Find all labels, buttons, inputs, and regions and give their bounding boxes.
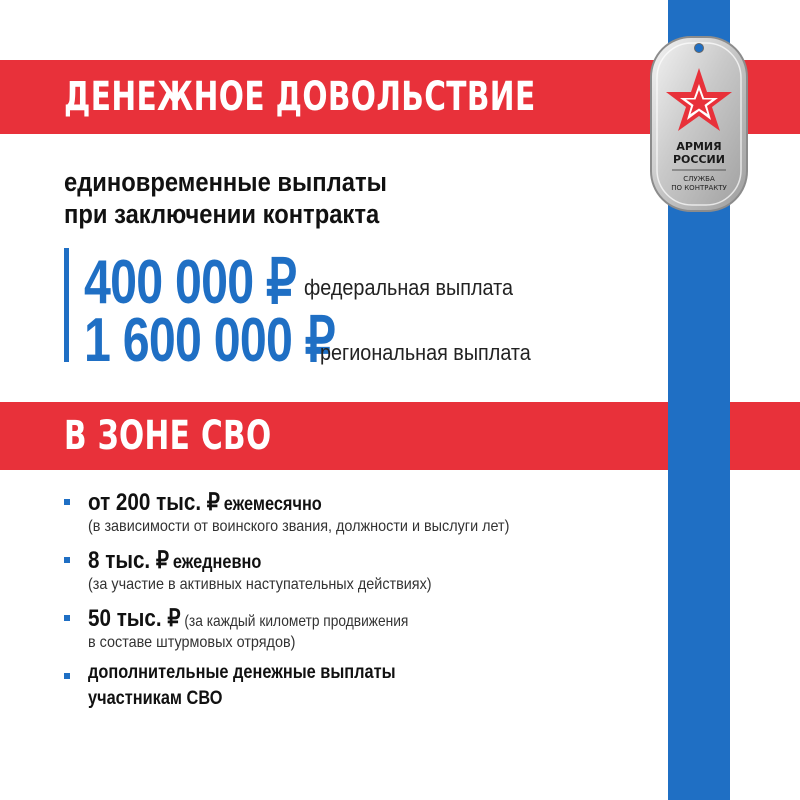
section-title: В ЗОНЕ СВО <box>64 413 272 459</box>
regional-label: региональная выплата <box>320 340 531 365</box>
bullet-icon <box>64 557 70 563</box>
regional-amount: 1 600 000 ₽ <box>84 306 335 375</box>
bullet-icon <box>64 673 70 679</box>
intro-line-1: единовременные выплаты <box>64 167 387 197</box>
federal-amount: 400 000 ₽ <box>84 248 297 317</box>
list-item-line-2: участникам СВО <box>88 688 223 709</box>
list-item-period: ежемесячно <box>223 494 322 515</box>
list-item-main <box>88 488 322 517</box>
bullet-icon <box>64 499 70 505</box>
army-contract-badge <box>648 34 750 214</box>
list-item-line-1: дополнительные денежные выплаты <box>88 662 396 683</box>
badge-hole <box>695 44 704 53</box>
list-item-note: в составе штурмовых отрядов) <box>88 634 296 651</box>
list-item-amount: 8 тыс. ₽ <box>88 547 170 574</box>
list-item-note: (в зависимости от воинского звания, должности и выслуги лет) <box>88 518 510 535</box>
badge-line-1: АРМИЯ <box>676 140 722 153</box>
badge-line-4: ПО КОНТРАКТУ <box>671 184 727 192</box>
intro-text <box>64 166 387 230</box>
list-item-main <box>88 546 261 575</box>
amount-accent-bar <box>64 248 69 362</box>
badge-line-2: РОССИИ <box>673 153 725 166</box>
intro-line-2: при заключении контракта <box>64 199 380 229</box>
badge-line-3: СЛУЖБА <box>683 175 715 183</box>
list-item-amount: от 200 тыс. ₽ <box>88 489 220 516</box>
list-item-period: ежедневно <box>172 552 262 573</box>
list-item-main <box>88 604 408 633</box>
federal-label: федеральная выплата <box>304 275 513 300</box>
bullet-icon <box>64 615 70 621</box>
list-item-amount: 50 тыс. ₽ <box>88 605 181 632</box>
list-item-note-inline: (за каждый километр продвижения <box>184 613 409 630</box>
page-title: ДЕНЕЖНОЕ ДОВОЛЬСТВИЕ <box>64 74 536 120</box>
list-item-note: (за участие в активных наступательных действиях) <box>88 576 432 593</box>
